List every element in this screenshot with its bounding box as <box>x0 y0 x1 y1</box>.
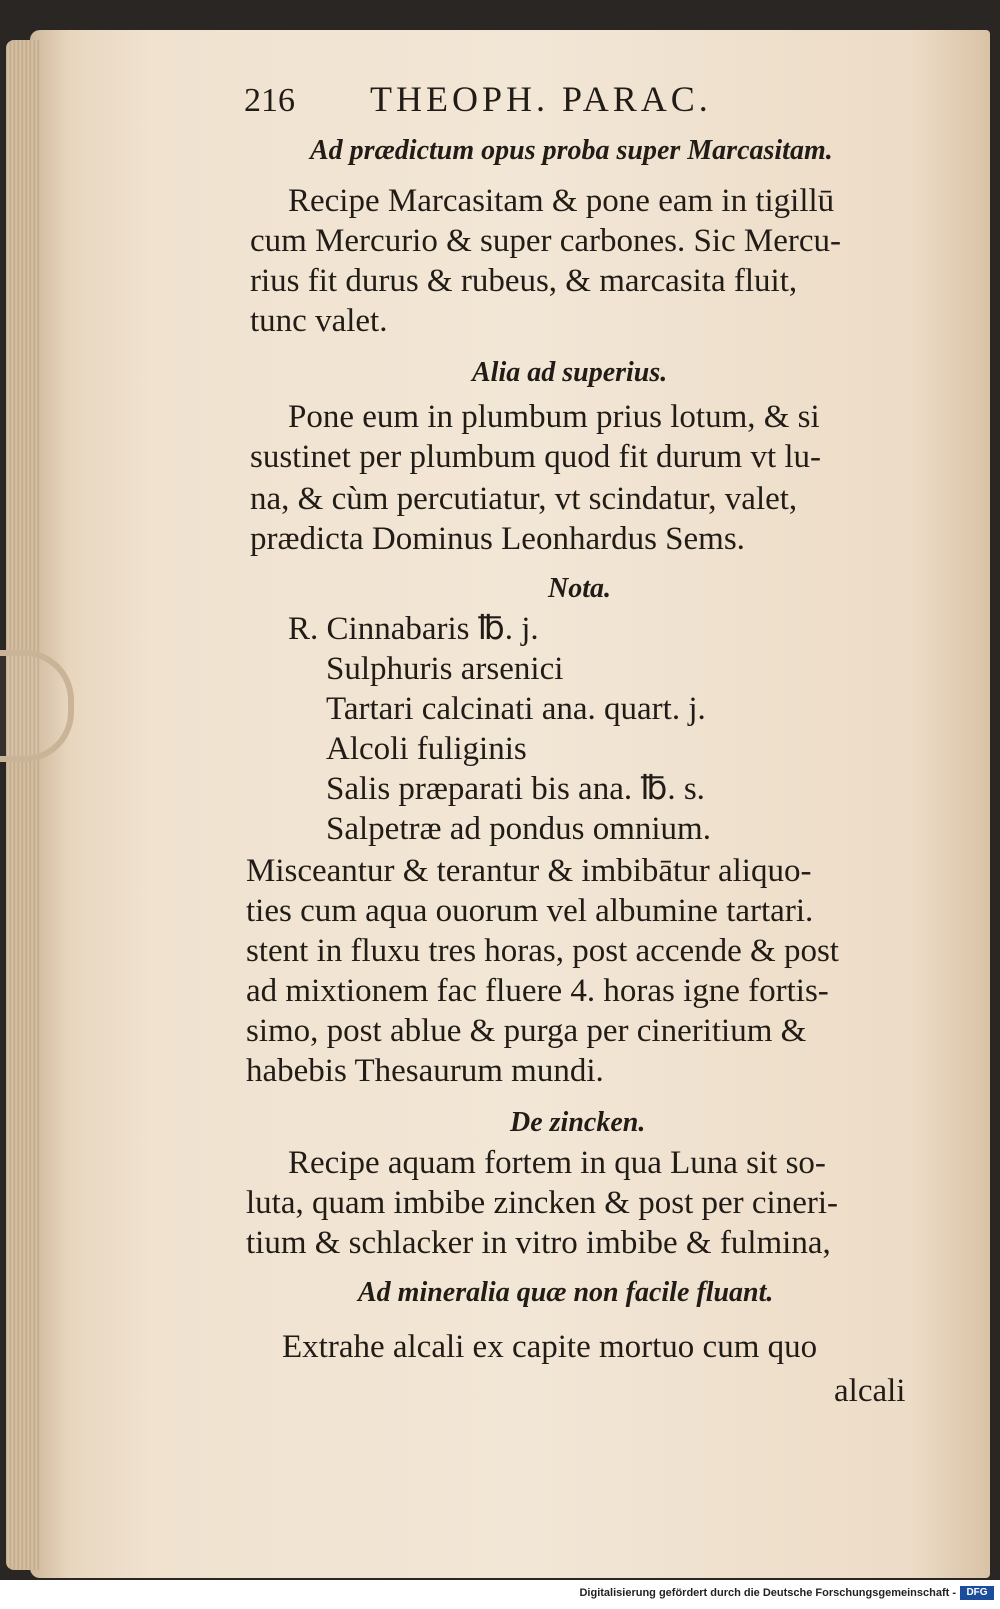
heading-nota: Nota. <box>548 573 611 604</box>
text-line: Misceantur & terantur & imbibātur aliquo- <box>246 853 812 889</box>
heading-zincken: De zincken. <box>510 1107 646 1138</box>
recipe-line: Alcoli fuliginis <box>326 731 527 767</box>
text-line: tium & schlacker in vitro imbibe & fulmina, <box>246 1225 831 1261</box>
running-title: THEOPH. PARAC. <box>370 79 712 119</box>
heading-marcasita: Ad prædictum opus proba super Marcasitam. <box>310 135 833 166</box>
text-line: Recipe aquam fortem in qua Luna sit so- <box>288 1145 826 1181</box>
recipe-line: Sulphuris arsenici <box>326 651 564 687</box>
catchword: alcali <box>834 1373 906 1409</box>
text-line: habebis Thesaurum mundi. <box>246 1053 604 1089</box>
text-line: ties cum aqua ouorum vel albumine tartari. <box>246 893 814 929</box>
text-line: ad mixtionem fac fluere 4. horas igne fortis- <box>246 973 829 1009</box>
recipe-line: Salpetræ ad pondus omnium. <box>326 811 711 847</box>
text-line: Extrahe alcali ex capite mortuo cum quo <box>282 1329 818 1365</box>
heading-mineralia: Ad mineralia quæ non facile fluant. <box>358 1277 774 1308</box>
recipe-line: R. Cinnabaris ℔. j. <box>288 611 539 647</box>
text-line: prædicta Dominus Leonhardus Sems. <box>250 521 745 557</box>
text-line: stent in fluxu tres horas, post accende & post <box>246 933 839 969</box>
text-line: simo, post ablue & purga per cineritium & <box>246 1013 807 1049</box>
dfg-logo-icon: DFG <box>960 1586 994 1600</box>
heading-alia: Alia ad superius. <box>472 357 668 388</box>
page-number: 216 <box>244 82 295 119</box>
text-line: sustinet per plumbum quod fit durum vt lu- <box>250 439 822 475</box>
recipe-line: Salis præparati bis ana. ℔. s. <box>326 771 705 807</box>
text-line: Pone eum in plumbum prius lotum, & si <box>288 399 820 435</box>
recipe-line: Tartari calcinati ana. quart. j. <box>326 691 706 727</box>
page-edges <box>6 40 40 1570</box>
digitization-footer <box>0 1580 1000 1609</box>
text-line: tunc valet. <box>250 303 388 339</box>
text-line: rius fit durus & rubeus, & marcasita fluit, <box>250 263 798 299</box>
text-line: luta, quam imbibe zincken & post per cineri- <box>246 1185 838 1221</box>
text-line: Recipe Marcasitam & pone eam in tigillū <box>288 183 835 219</box>
funding-credit: Digitalisierung gefördert durch die Deutsche Forschungsgemeinschaft - <box>579 1587 956 1599</box>
text-line: cum Mercurio & super carbones. Sic Mercu- <box>250 223 842 259</box>
text-line: na, & cùm percutiatur, vt scindatur, valet, <box>250 481 798 517</box>
